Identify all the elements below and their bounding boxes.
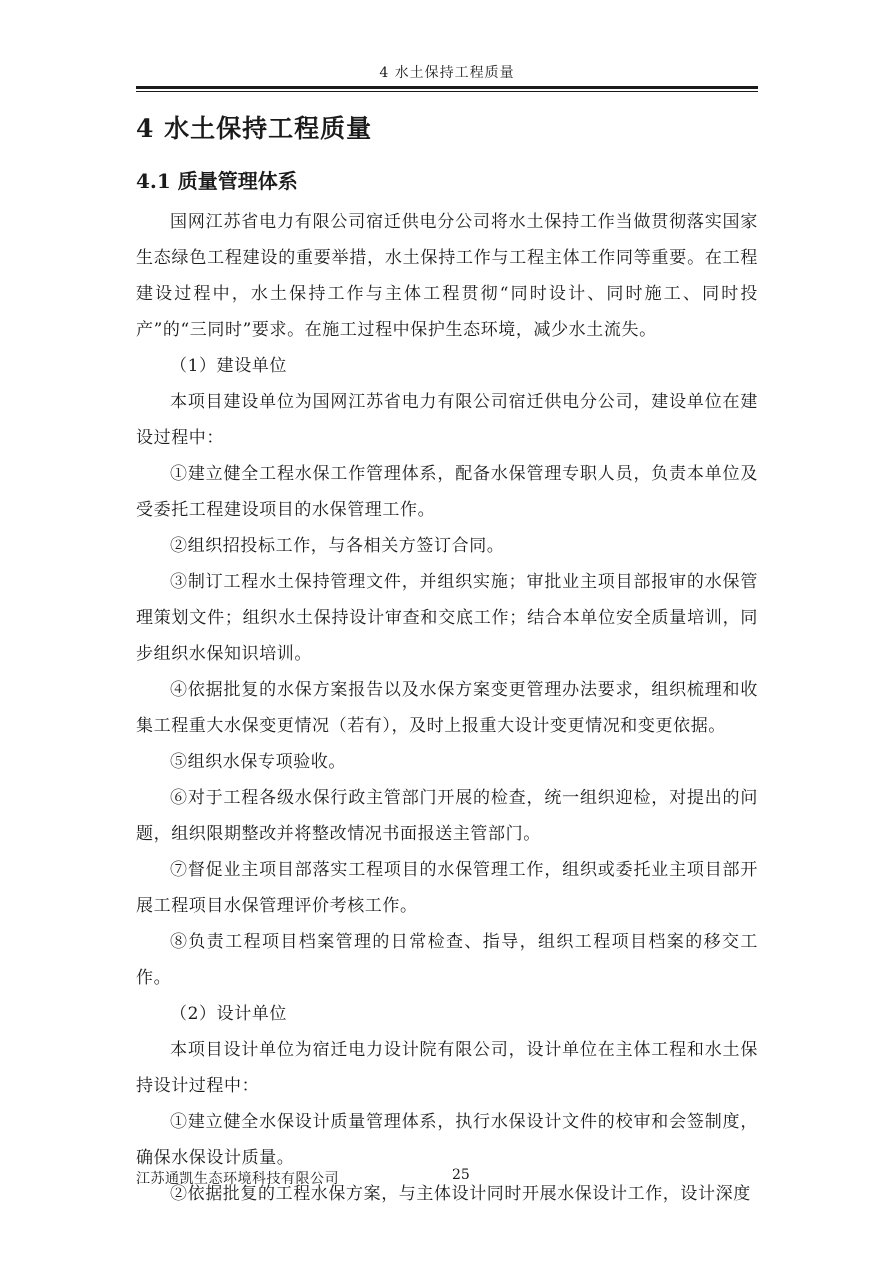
paragraph-construction-unit: 本项目建设单位为国网江苏省电力有限公司宿迁供电分公司，建设单位在建设过程中：	[136, 392, 758, 448]
list-item: ④依据批复的水保方案报告以及水保方案变更管理办法要求，组织梳理和收集工程重大水保变更情况（若有），及时上报重大设计变更情况和变更依据。	[136, 680, 758, 736]
section-title: 4.1 质量管理体系	[136, 169, 298, 193]
list-item: ①建立健全水保设计质量管理体系，执行水保设计文件的校审和会签制度，确保水保设计质量。	[136, 1112, 758, 1168]
list-item: ⑧负责工程项目档案管理的日常检查、指导，组织工程项目档案的移交工作。	[136, 932, 758, 988]
list-item: ⑤组织水保专项验收。	[170, 752, 346, 772]
list-item: ⑥对于工程各级水保行政主管部门开展的检查，统一组织迎检，对提出的问题，组织限期整改并将整改情况书面报送主管部门。	[136, 788, 758, 844]
body-text	[136, 204, 758, 1212]
header-rule-thick	[136, 86, 758, 89]
subheading-construction-unit: （1）建设单位	[170, 356, 288, 376]
list-item: ①建立健全工程水保工作管理体系，配备水保管理专职人员，负责本单位及受委托工程建设项目的水保管理工作。	[136, 464, 758, 520]
chapter-title: 4 水土保持工程质量	[136, 114, 373, 143]
running-header: 4 水土保持工程质量	[379, 65, 515, 81]
page-number: 25	[452, 1167, 470, 1183]
list-item: ②组织招投标工作，与各相关方签订合同。	[170, 536, 505, 556]
paragraph-intro: 国网江苏省电力有限公司宿迁供电分公司将水土保持工作当做贯彻落实国家生态绿色工程建设的重要举措，水土保持工作与工程主体工作同等重要。在工程建设过程中，水土保持工作与主体工程贯彻“同时设计、同时施工、同时投产”的“三同时”要求。在施工过程中保护生态环境，减少水土流失。	[136, 212, 758, 340]
list-item: ②依据批复的工程水保方案，与主体设计同时开展水保设计工作，设计深度	[170, 1184, 751, 1204]
list-item: ⑦督促业主项目部落实工程项目的水保管理工作，组织或委托业主项目部开展工程项目水保管理评价考核工作。	[136, 860, 758, 916]
footer-company: 江苏通凯生态环境科技有限公司	[136, 1171, 339, 1187]
list-item: ③制订工程水土保持管理文件，并组织实施；审批业主项目部报审的水保管理策划文件；组织水土保持设计审查和交底工作；结合本单位安全质量培训，同步组织水保知识培训。	[136, 572, 758, 664]
paragraph-design-unit: 本项目设计单位为宿迁电力设计院有限公司，设计单位在主体工程和水土保持设计过程中：	[136, 1040, 758, 1096]
header-rule-thin	[136, 91, 758, 92]
subheading-design-unit: （2）设计单位	[170, 1004, 288, 1024]
